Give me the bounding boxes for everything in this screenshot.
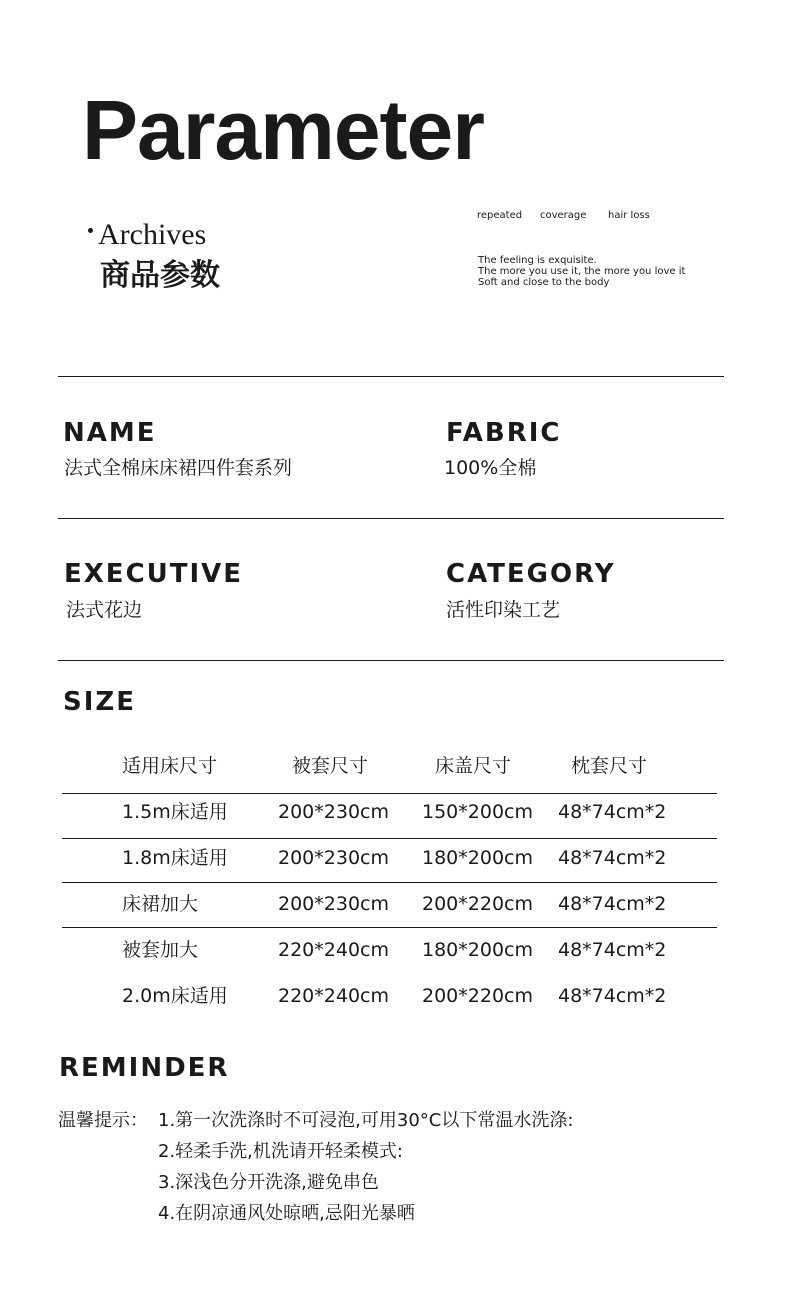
header-cell: 被套尺寸 xyxy=(292,755,369,777)
reminder-line: 1.第一次洗涤时不可浸泡,可用30°C以下常温水洗涤: xyxy=(158,1110,574,1131)
table-cell: 220*240cm xyxy=(278,985,389,1007)
reminder-prefix: 温馨提示： xyxy=(58,1110,148,1131)
table-cell: 48*74cm*2 xyxy=(558,801,667,823)
divider xyxy=(58,518,724,519)
table-cell: 床裙加大 xyxy=(122,893,199,915)
table-row xyxy=(0,895,790,925)
header-cell: 枕套尺寸 xyxy=(571,755,648,777)
table-cell: 150*200cm xyxy=(422,801,533,823)
table-divider xyxy=(62,882,717,883)
divider xyxy=(58,660,724,661)
table-cell: 48*74cm*2 xyxy=(558,939,667,961)
table-cell: 200*230cm xyxy=(278,893,389,915)
executive-value: 法式花边 xyxy=(66,599,143,621)
executive-label: EXECUTIVE xyxy=(64,559,244,589)
header-cell: 适用床尺寸 xyxy=(122,755,218,777)
fabric-value: 100%全棉 xyxy=(444,457,537,479)
table-divider xyxy=(62,838,717,839)
table-row xyxy=(0,803,790,833)
header-cell: 床盖尺寸 xyxy=(435,755,512,777)
tag-item: hair loss xyxy=(608,210,650,221)
reminder-line: 4.在阴凉通风处晾晒,忌阳光暴晒 xyxy=(158,1203,415,1224)
table-cell: 48*74cm*2 xyxy=(558,985,667,1007)
page-title: Parameter xyxy=(82,83,484,177)
category-label: CATEGORY xyxy=(446,559,616,589)
size-table-header xyxy=(0,757,790,787)
table-cell: 被套加大 xyxy=(122,939,199,961)
table-row xyxy=(0,941,790,971)
fabric-label: FABRIC xyxy=(446,418,562,448)
category-value: 活性印染工艺 xyxy=(446,599,561,621)
size-label: SIZE xyxy=(63,687,137,717)
divider xyxy=(58,376,724,377)
archives-label: Archives xyxy=(98,218,207,251)
table-cell: 48*74cm*2 xyxy=(558,847,667,869)
table-row xyxy=(0,849,790,879)
tag-item: repeated xyxy=(477,210,523,221)
table-cell: 1.8m床适用 xyxy=(122,847,228,869)
table-divider xyxy=(62,927,717,928)
bullet-dot xyxy=(88,228,93,233)
table-cell: 200*220cm xyxy=(422,893,533,915)
tag-item: coverage xyxy=(540,210,587,221)
archives-cn-label: 商品参数 xyxy=(100,258,220,293)
tagline-line: Soft and close to the body xyxy=(478,277,610,288)
table-cell: 220*240cm xyxy=(278,939,389,961)
tagline-line: The feeling is exquisite. xyxy=(478,255,597,266)
table-cell: 2.0m床适用 xyxy=(122,985,228,1007)
table-cell: 180*200cm xyxy=(422,847,533,869)
name-value: 法式全棉床床裙四件套系列 xyxy=(64,457,293,479)
table-cell: 48*74cm*2 xyxy=(558,893,667,915)
table-cell: 1.5m床适用 xyxy=(122,801,228,823)
tagline xyxy=(478,255,685,288)
reminder-line: 2.轻柔手洗,机洗请开轻柔模式: xyxy=(158,1141,403,1162)
table-cell: 180*200cm xyxy=(422,939,533,961)
table-cell: 200*230cm xyxy=(278,801,389,823)
table-divider xyxy=(62,793,717,794)
table-cell: 200*220cm xyxy=(422,985,533,1007)
reminder-line: 3.深浅色分开洗涤,避免串色 xyxy=(158,1172,379,1193)
table-row xyxy=(0,987,790,1017)
tagline-line: The more you use it, the more you love it xyxy=(478,266,686,277)
name-label: NAME xyxy=(63,418,157,448)
table-cell: 200*230cm xyxy=(278,847,389,869)
reminder-label: REMINDER xyxy=(59,1053,230,1083)
